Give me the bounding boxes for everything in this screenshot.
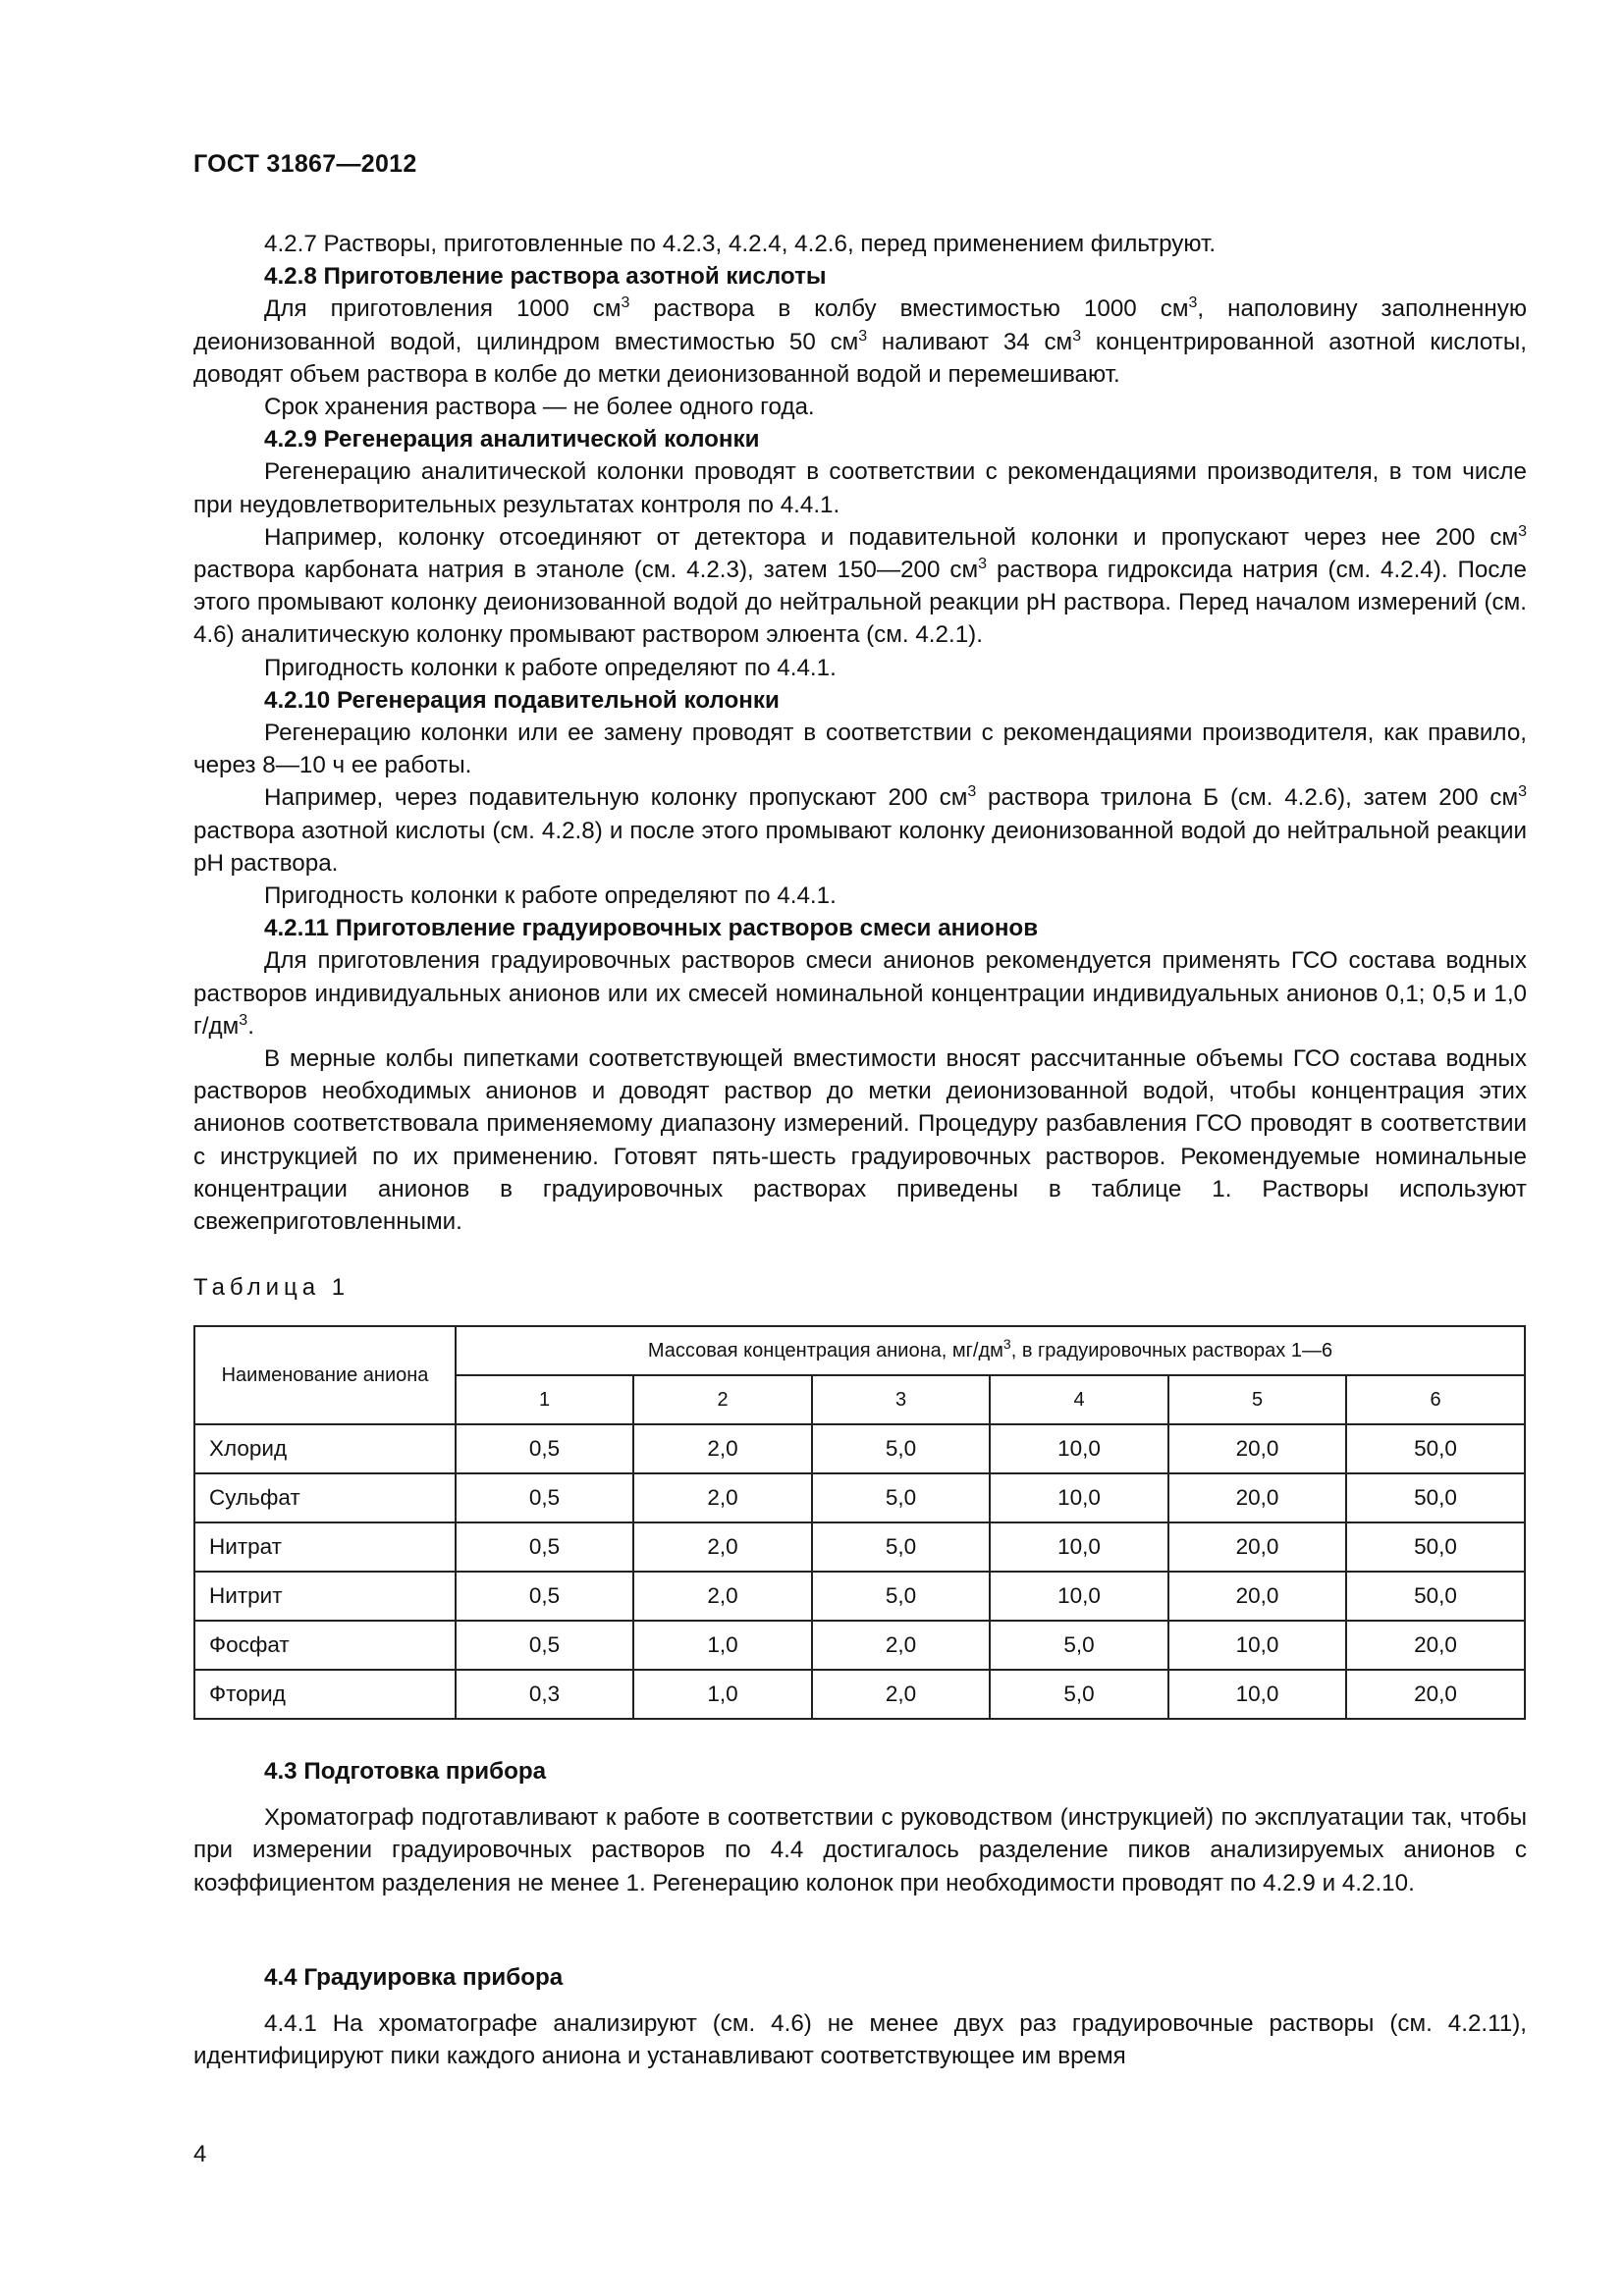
table-column-header: 1 xyxy=(456,1375,633,1424)
table-cell-anion: Нитрит xyxy=(194,1572,456,1621)
table-cell: 10,0 xyxy=(1168,1621,1346,1670)
paragraph-4-2-7: 4.2.7 Растворы, приготовленные по 4.2.3, 4.2.4, 4.2.6, перед применением фильтруют. xyxy=(264,231,1217,257)
page-number: 4 xyxy=(193,2141,207,2167)
paragraph-4-2-11-2: В мерные колбы пипетками соответствующей вместимости вносят рассчитанные объемы ГСО состава водных растворов необходимых анионов и доводят раствор до метки деионизованной водой, чтобы концентрация этих анионов соответствовала применяемому диапазону измерений. Процедуру разбавления ГСО проводят в соответствии с инструкцией по их применению. Готовят пять-шесть градуировочных растворов. Рекомендуемые номинальные концентрации анионов в градуировочных растворах приведены в таблице 1. Растворы используют свежеприготовленными. xyxy=(193,1045,1527,1236)
paragraph-4-2-9-2: Например, колонку отсоединяют от детектора и подавительной колонки и пропускают через нее 200 $см^3$ раствора карбоната натрия в этаноле (см. 4.2.3), затем 150—200 $см^3$ раствора гидроксида натрия (см. 4.2.4). После этого промывают колонку деионизованной водой до нейтральной реакции рН раствора. Перед началом измерений (см. 4.6) аналитическую колонку промывают раствором элюента (см. 4.2.1). xyxy=(193,522,1527,649)
table-cell-anion: Хлорид xyxy=(194,1424,456,1473)
table-cell-anion: Фторид xyxy=(194,1670,456,1719)
table-cell: 2,0 xyxy=(633,1522,812,1572)
table-cell: 5,0 xyxy=(990,1621,1168,1670)
table-caption: Таблица 1 xyxy=(193,1274,351,1301)
table-cell: 0,5 xyxy=(456,1424,633,1473)
heading-4-2-11: 4.2.11 Приготовление градуировочных растворов смеси анионов xyxy=(264,915,1039,942)
table-cell: 2,0 xyxy=(812,1621,990,1670)
table-cell: 20,0 xyxy=(1346,1670,1525,1719)
table-header-anion-name: Наименование аниона xyxy=(194,1326,456,1424)
heading-4-4: 4.4 Градуировка прибора xyxy=(264,1964,564,1991)
table-cell: 10,0 xyxy=(990,1473,1168,1522)
paragraph-4-2-10-3: Пригодность колонки к работе определяют по 4.4.1. xyxy=(264,882,837,910)
section-4-3 xyxy=(193,1755,1527,1899)
table-cell: 0,5 xyxy=(456,1522,633,1572)
table-cell: 5,0 xyxy=(812,1522,990,1572)
table-cell: 20,0 xyxy=(1168,1473,1346,1522)
table-cell-anion: Нитрат xyxy=(194,1522,456,1572)
table-cell: 0,3 xyxy=(456,1670,633,1719)
body-text xyxy=(193,228,1527,1238)
table-cell: 50,0 xyxy=(1346,1572,1525,1621)
table-cell: 50,0 xyxy=(1346,1522,1525,1572)
table-cell: 2,0 xyxy=(633,1473,812,1522)
table-cell: 2,0 xyxy=(633,1424,812,1473)
concentration-table xyxy=(193,1325,1526,1720)
table-column-header: 6 xyxy=(1346,1375,1525,1424)
table-cell: 5,0 xyxy=(990,1670,1168,1719)
table-cell: 20,0 xyxy=(1168,1572,1346,1621)
table-row xyxy=(194,1424,1525,1473)
paragraph-4-2-10-2: Например, через подавительную колонку пропускают 200 $см^3$ раствора трилона Б (см. 4.2.6), затем 200 $см^3$ раствора азотной кислоты (см. 4.2.8) и после этого промывают колонку деионизованной водой до нейтральной реакции рН раствора. xyxy=(193,783,1527,877)
paragraph-4-3: Хроматограф подготавливают к работе в соответствии с руководством (инструкцией) по эксплуатации так, чтобы при измерении градуировочных растворов по 4.4 достигалось разделение пиков анализируемых анионов с коэффициентом разделения не менее 1. Регенерацию колонок при необходимости проводят по 4.2.9 и 4.2.10. xyxy=(193,1804,1527,1896)
paragraph-4-2-9-3: Пригодность колонки к работе определяют по 4.4.1. xyxy=(264,654,837,681)
table-cell: 2,0 xyxy=(812,1670,990,1719)
table-cell-anion: Сульфат xyxy=(194,1473,456,1522)
table-cell: 20,0 xyxy=(1168,1522,1346,1572)
table-cell: 5,0 xyxy=(812,1473,990,1522)
table-cell: 10,0 xyxy=(990,1572,1168,1621)
table-cell: 10,0 xyxy=(1168,1670,1346,1719)
heading-4-2-9: 4.2.9 Регенерация аналитической колонки xyxy=(264,426,760,454)
table-row xyxy=(194,1670,1525,1719)
table-header-concentration: Массовая концентрация аниона, $мг/дм^3$, в градуировочных растворах 1—6 xyxy=(456,1326,1525,1375)
table-cell: 20,0 xyxy=(1168,1424,1346,1473)
table-column-header: 4 xyxy=(990,1375,1168,1424)
section-4-4 xyxy=(193,1961,1527,2073)
paragraph-4-2-10-1: Регенерацию колонки или ее замену проводят в соответствии с рекомендациями производителя, как правило, через 8—10 ч ее работы. xyxy=(193,720,1527,779)
document-header: ГОСТ 31867—2012 xyxy=(193,150,417,178)
heading-4-3: 4.3 Подготовка прибора xyxy=(264,1758,547,1785)
table-row xyxy=(194,1522,1525,1572)
table-column-header: 2 xyxy=(633,1375,812,1424)
table-cell: 20,0 xyxy=(1346,1621,1525,1670)
table-cell: 50,0 xyxy=(1346,1424,1525,1473)
table-cell: 0,5 xyxy=(456,1572,633,1621)
paragraph-4-2-9-1: Регенерацию аналитической колонки проводят в соответствии с рекомендациями производителя, в том числе при неудовлетворительных результатах контроля по 4.4.1. xyxy=(193,458,1527,518)
table-row xyxy=(194,1473,1525,1522)
paragraph-4-4-1: 4.4.1 На хроматографе анализируют (см. 4.6) не менее двух раз градуировочные растворы (см. 4.2.11), идентифицируют пики каждого аниона и устанавливают соответствующее им время xyxy=(193,2010,1527,2070)
table-cell: 0,5 xyxy=(456,1473,633,1522)
heading-4-2-8: 4.2.8 Приготовление раствора азотной кислоты xyxy=(264,263,827,291)
table-cell: 0,5 xyxy=(456,1621,633,1670)
table-column-header: 3 xyxy=(812,1375,990,1424)
table-cell: 10,0 xyxy=(990,1522,1168,1572)
paragraph-4-2-8-1: Для приготовления 1000 $см^3$ раствора в колбу вместимостью 1000 $см^3$, наполовину заполненную деионизованной водой, цилиндром вместимостью 50 $см^3$ наливают 34 $см^3$ концентрированной азотной кислоты, доводят объем раствора в колбе до метки деионизованной водой и перемешивают. xyxy=(193,294,1527,388)
table-column-header: 5 xyxy=(1168,1375,1346,1424)
heading-4-2-10: 4.2.10 Регенерация подавительной колонки xyxy=(264,686,780,714)
paragraph-4-2-8-2: Срок хранения раствора — не более одного года. xyxy=(264,394,815,421)
table-cell: 5,0 xyxy=(812,1572,990,1621)
table-row xyxy=(194,1621,1525,1670)
table-cell: 50,0 xyxy=(1346,1473,1525,1522)
table-cell: 1,0 xyxy=(633,1621,812,1670)
table-row xyxy=(194,1572,1525,1621)
paragraph-4-2-11-1: Для приготовления градуировочных растворов смеси анионов рекомендуется применять ГСО состава водных растворов индивидуальных анионов или их смесей номинальной концентрации индивидуальных анионов 0,1; 0,5 и 1,0 $г/дм^3$. xyxy=(193,947,1527,1040)
table-cell: 10,0 xyxy=(990,1424,1168,1473)
table-cell-anion: Фосфат xyxy=(194,1621,456,1670)
table-cell: 5,0 xyxy=(812,1424,990,1473)
table-cell: 2,0 xyxy=(633,1572,812,1621)
document-page xyxy=(193,0,1527,2296)
table-cell: 1,0 xyxy=(633,1670,812,1719)
